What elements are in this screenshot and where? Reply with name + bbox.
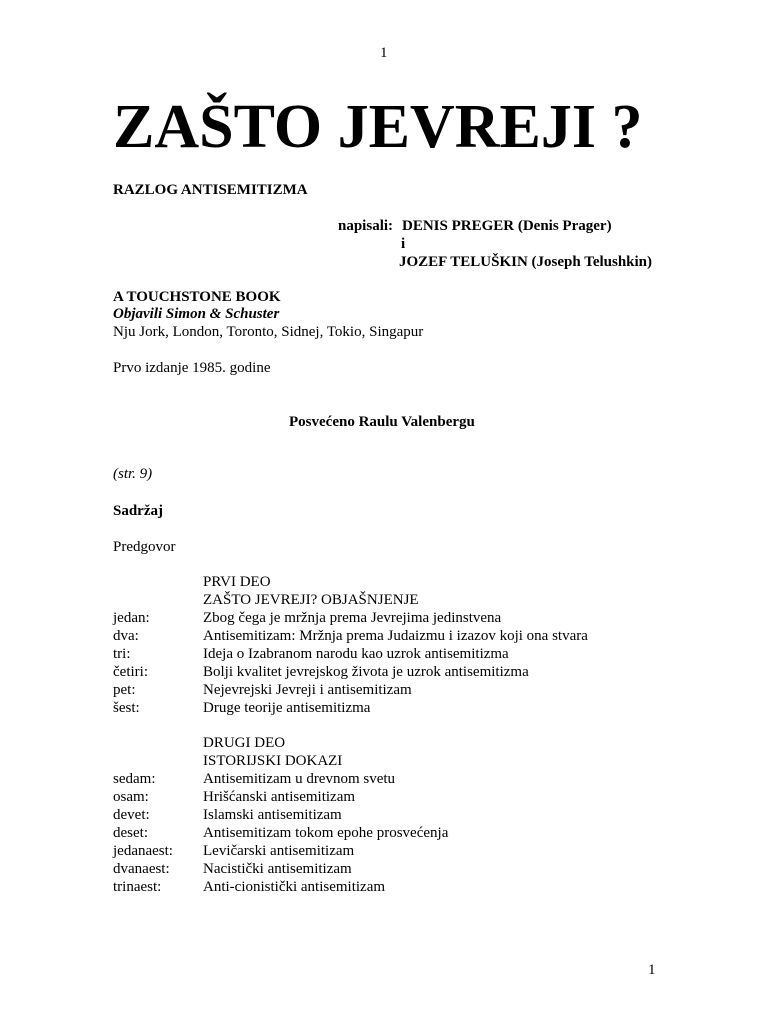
author-second: JOZEF TELUŠKIN (Joseph Telushkin) [399,254,653,270]
header-page-number: 1 [380,45,388,61]
contents-heading: Sadržaj [113,503,163,519]
page-reference: (str. 9) [113,466,153,482]
chapter-title: Islamski antisemitizam [203,807,342,823]
authors-label: napisali: [338,218,394,234]
chapter-number: četiri: [113,664,148,680]
book-title: ZAŠTO JEVREJI ? [113,93,643,161]
chapter-title: Bolji kvalitet jevrejskog života je uzrok antisemitizma [203,664,529,680]
chapter-number: jedan: [113,610,150,626]
chapter-title: Druge teorije antisemitizma [203,700,371,716]
chapter-title: Antisemitizam tokom epohe prosvećenja [203,825,449,841]
chapter-title: Levičarski antisemitizam [203,843,355,859]
chapter-number: trinaest: [113,879,162,895]
chapter-title: Nejevrejski Jevreji i antisemitizam [203,682,412,698]
chapter-title: Antisemitizam: Mržnja prema Judaizmu i izazov koji ona stvara [203,628,588,644]
chapter-number: dva: [113,628,139,644]
chapter-title: Nacistički antisemitizam [203,861,352,877]
book-subtitle: RAZLOG ANTISEMITIZMA [113,182,308,198]
chapter-title: Hrišćanski antisemitizam [203,789,356,805]
chapter-number: devet: [113,807,150,823]
dedication: Posvećeno Raulu Valenbergu [289,414,475,430]
chapter-number: pet: [113,682,136,698]
edition-note: Prvo izdanje 1985. godine [113,360,271,376]
chapter-number: sedam: [113,771,156,787]
publisher-imprint: A TOUCHSTONE BOOK [113,289,281,305]
chapter-title: Ideja o Izabranom narodu kao uzrok antisemitizma [203,646,509,662]
part-title: ZAŠTO JEVREJI? OBJAŠNJENJE [203,592,419,608]
part-title: ISTORIJSKI DOKAZI [203,753,343,769]
chapter-number: dvanaest: [113,861,170,877]
chapter-number: jedanaest: [113,843,173,859]
contents-preface: Predgovor [113,539,176,555]
publisher-name: Objavili Simon & Schuster [113,306,280,322]
part-label: DRUGI DEO [203,735,286,751]
chapter-title: Zbog čega je mržnja prema Jevrejima jedinstvena [203,610,502,626]
authors-conjunction: i [401,236,406,252]
author-first: DENIS PREGER (Denis Prager) [402,218,612,234]
chapter-title: Anti-cionistički antisemitizam [203,879,386,895]
chapter-number: šest: [113,700,140,716]
part-label: PRVI DEO [203,574,271,590]
chapter-number: deset: [113,825,148,841]
chapter-number: osam: [113,789,149,805]
chapter-number: tri: [113,646,131,662]
footer-page-number: 1 [648,962,656,978]
chapter-title: Antisemitizam u drevnom svetu [203,771,396,787]
publisher-cities: Nju Jork, London, Toronto, Sidnej, Tokio, Singapur [113,324,424,340]
